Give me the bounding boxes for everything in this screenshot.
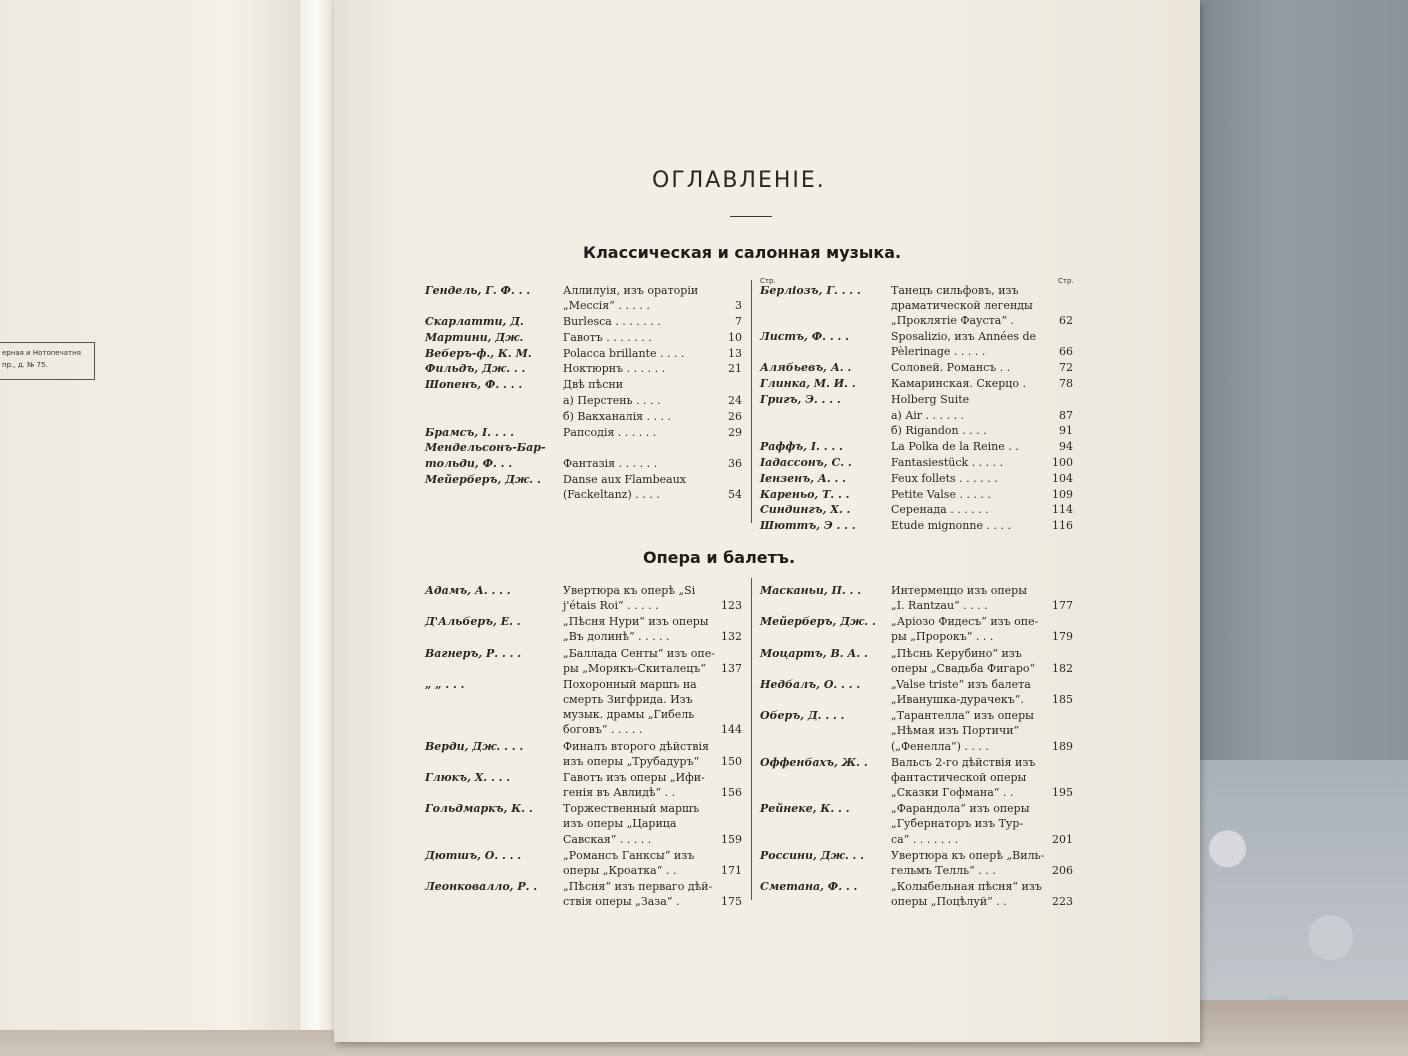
toc-entry <box>760 708 1073 754</box>
composer-name: Мендельсонъ-Бар- <box>425 441 546 455</box>
page-number: 91 <box>1059 424 1073 438</box>
work-title: „Пѣснь Керубино“ изъ <box>891 646 1022 660</box>
toc-entry <box>425 440 742 455</box>
work-title: „Нѣмая изъ Портичи“ <box>891 724 1020 738</box>
work-title: Petite Valse . . . . . <box>891 487 991 501</box>
toc-entry <box>760 677 1073 707</box>
page-number: 206 <box>1052 863 1073 877</box>
work-title: Etude mignonne . . . . <box>891 519 1011 533</box>
toc-entry <box>425 409 742 424</box>
work-title: са“ . . . . . . . <box>891 832 959 846</box>
composer-name: Дютшъ, О. . . . <box>425 848 522 862</box>
composer-name: Оффенбахъ, Ж. . <box>760 755 868 769</box>
work-title: а) Air . . . . . . <box>891 408 965 422</box>
work-title: ры „Морякъ-Скиталецъ“ <box>563 661 706 675</box>
composer-name: Шопенъ, Ф. . . . <box>425 378 523 392</box>
work-title: „Valse triste“ изъ балета <box>891 677 1031 691</box>
toc-entry <box>425 283 742 313</box>
composer-name: Моцартъ, В. А. . <box>760 646 868 660</box>
toc-entry <box>425 361 742 376</box>
work-title: Pèlerinage . . . . . <box>891 345 986 359</box>
page-number: 26 <box>728 409 742 423</box>
toc-entry <box>760 360 1073 375</box>
page-number: 62 <box>1059 314 1073 328</box>
toc-entry <box>760 471 1073 486</box>
toc-entry <box>425 879 742 909</box>
page-title: ОГЛАВЛЕНIЕ. <box>652 168 826 193</box>
page-number: 150 <box>721 754 742 768</box>
composer-name: Гендель, Г. Ф. . . <box>425 284 531 297</box>
work-title: Камаринская. Скерцо . <box>891 377 1026 390</box>
composer-name: Іадассонъ, С. . <box>760 456 852 469</box>
work-title: „Аріозо Фидесъ“ изъ опе- <box>891 615 1039 629</box>
work-title: (Fackeltanz) . . . . <box>563 488 660 502</box>
work-title: Рапсодія . . . . . . <box>563 425 657 439</box>
work-title: Fantasiestück . . . . . <box>891 456 1004 469</box>
work-title: ры „Пророкъ“ . . . <box>891 630 994 644</box>
composer-name: Верди, Дж. . . . <box>425 739 524 753</box>
work-title: „Романсъ Ганксы“ изъ <box>563 848 695 862</box>
toc-entry <box>760 879 1073 909</box>
work-title: Увертюра къ оперѣ „Виль- <box>891 848 1045 862</box>
toc-entry <box>425 739 742 769</box>
composer-name: Гольдмаркъ, К. . <box>425 802 533 816</box>
page-number: 10 <box>728 330 742 344</box>
page-number: 72 <box>1059 361 1073 375</box>
composer-name: Глюкъ, Х. . . . <box>425 770 511 784</box>
page-number: 114 <box>1052 503 1073 517</box>
toc-entry <box>760 583 1073 613</box>
page-number: 189 <box>1052 739 1073 753</box>
section-heading-classical: Классическая и салонная музыка. <box>583 243 902 262</box>
work-title: Танецъ сильфовъ, изъ <box>891 284 1019 297</box>
work-title: „Пѣсня“ изъ перваго дѣй- <box>563 880 713 893</box>
page-number: 201 <box>1052 832 1073 846</box>
work-title: Holberg Suite <box>891 392 970 406</box>
work-title: „Въ долинѣ“ . . . . . <box>563 630 670 644</box>
composer-name: Глинка, М. И. . <box>760 377 856 390</box>
work-title: Интермеццо изъ оперы <box>891 584 1027 597</box>
stamp-line: пр., д. № 75. <box>2 361 48 369</box>
page-number: 179 <box>1052 630 1073 644</box>
printer-stamp <box>0 342 95 380</box>
composer-name: Оберъ, Д. . . . <box>760 709 845 723</box>
work-title: фантастической оперы <box>891 770 1027 784</box>
work-title: j'étais Roi“ . . . . . <box>563 599 659 613</box>
work-title: „Проклятіе Фауста“ . <box>891 314 1014 328</box>
toc-entry <box>760 848 1073 878</box>
page-number: 66 <box>1059 345 1073 359</box>
composer-name: Масканьи, П. . . <box>760 584 862 597</box>
toc-entry <box>760 329 1073 359</box>
work-title: Савская“ . . . . . <box>563 832 652 846</box>
work-title: Торжественный маршъ <box>563 802 700 816</box>
toc-entry <box>760 801 1073 847</box>
work-title: „Пѣсня Нури“ изъ оперы <box>563 615 709 629</box>
stamp-line: ерная и Нотопечатня <box>2 349 81 357</box>
toc-entry <box>760 392 1073 407</box>
page-number: 109 <box>1052 487 1073 501</box>
section-heading-opera: Опера и балетъ. <box>643 548 796 567</box>
page-column-label: Стр. <box>760 277 776 285</box>
work-title: оперы „Свадьба Фигаро“ <box>891 661 1036 675</box>
page-number: 116 <box>1052 519 1073 533</box>
work-title: Вальсъ 2-го дѣйствія изъ <box>891 755 1036 769</box>
work-title: ствія оперы „Заза“ . <box>563 895 680 909</box>
page-number: 195 <box>1052 786 1073 800</box>
work-title: La Polka de la Reine . . <box>891 440 1019 454</box>
page-number: 144 <box>721 723 742 737</box>
work-title: смерть Зигфрида. Изъ <box>563 693 693 707</box>
work-title: Гавотъ изъ оперы „Ифи- <box>563 770 705 784</box>
work-title: Polacca brillante . . . . <box>563 346 685 360</box>
toc-entry <box>760 502 1073 517</box>
page-number: 29 <box>728 425 742 439</box>
composer-name: Мартини, Дж. <box>425 330 524 344</box>
toc-entry <box>760 283 1073 329</box>
page-number: 175 <box>721 895 742 909</box>
work-title: „I. Rantzau“ . . . . <box>891 599 988 613</box>
work-title: Burlesca . . . . . . . <box>563 315 661 328</box>
page-number: 7 <box>735 315 742 328</box>
page-number: 156 <box>721 786 742 800</box>
work-title: музык. драмы „Гибель <box>563 708 695 722</box>
composer-name: Фильдъ, Дж. . . <box>425 362 526 376</box>
composer-name: Недбалъ, О. . . . <box>760 677 861 691</box>
work-title: Двѣ пѣсни <box>563 378 624 392</box>
toc-entry <box>760 376 1073 391</box>
column-divider <box>751 578 752 900</box>
page-number: 223 <box>1052 895 1073 909</box>
work-title: Финалъ второго дѣйствія <box>563 739 709 753</box>
composer-name: Листъ, Ф. . . . <box>760 330 849 344</box>
toc-entry <box>425 393 742 408</box>
toc-entry <box>425 377 742 392</box>
work-title: „Сказки Гофмана“ . . <box>891 786 1014 800</box>
work-title: изъ оперы „Трубадуръ“ <box>563 754 700 768</box>
page-number: 24 <box>728 394 742 407</box>
toc-entry <box>760 646 1073 676</box>
toc-entry <box>760 408 1073 423</box>
column-divider <box>751 280 752 523</box>
composer-name: Вагнеръ, Р. . . . <box>425 646 522 660</box>
page-number: 3 <box>735 299 742 313</box>
work-title: Feux follets . . . . . . <box>891 471 998 485</box>
work-title: „Тарантелла“ изъ оперы <box>891 709 1034 723</box>
toc-entry <box>425 346 742 361</box>
work-title: „Фарандола“ изъ оперы <box>891 802 1030 816</box>
composer-name: Рейнеке, К. . . <box>760 802 850 816</box>
page-number: 54 <box>728 488 742 502</box>
composer-name: Мейерберъ, Дж. . <box>425 473 541 486</box>
toc-entry <box>760 755 1073 801</box>
toc-entry <box>425 848 742 878</box>
page-number: 87 <box>1059 408 1073 422</box>
toc-entry <box>425 314 742 329</box>
toc-entry <box>425 583 742 613</box>
work-title: драматической легенды <box>891 299 1033 313</box>
composer-name: Синдингъ, Х. . <box>760 503 851 517</box>
work-title: Аллилуія, изъ ораторіи <box>563 284 699 297</box>
work-title: оперы „Кроатка“ . . <box>563 863 677 877</box>
page-number: 182 <box>1052 661 1073 675</box>
toc-entry <box>425 472 742 502</box>
toc-entry <box>760 455 1073 470</box>
toc-entry <box>425 801 742 847</box>
toc-entry <box>425 677 742 738</box>
composer-name: Веберъ-ф., К. М. <box>425 346 532 360</box>
title-rule <box>730 216 772 217</box>
work-title: Гавотъ . . . . . . . <box>563 330 652 344</box>
page-number: 104 <box>1052 471 1073 485</box>
page-number: 132 <box>721 630 742 644</box>
page-number: 185 <box>1052 693 1073 707</box>
work-title: б) Rigandon . . . . <box>891 424 987 438</box>
page-number: 78 <box>1059 377 1073 390</box>
work-title: „Колыбельная пѣсня“ изъ <box>891 880 1042 893</box>
toc-entry <box>760 487 1073 502</box>
work-title: „Баллада Сенты“ изъ опе- <box>563 646 715 660</box>
composer-name: Мейерберъ, Дж. . <box>760 615 876 629</box>
composer-name: „ „ . . . <box>425 677 465 691</box>
work-title: генія въ Авлидѣ“ . . <box>563 786 676 800</box>
work-title: оперы „Поцѣлуй“ . . <box>891 895 1007 909</box>
composer-name: Скарлатти, Д. <box>425 315 524 328</box>
page-number: 171 <box>721 863 742 877</box>
work-title: гельмъ Телль“ . . . <box>891 863 996 877</box>
page-number: 94 <box>1059 440 1073 454</box>
page-number: 177 <box>1052 599 1073 613</box>
composer-name: Брамсъ, І. . . . <box>425 425 514 439</box>
toc-entry <box>760 439 1073 454</box>
work-title: „Губернаторъ изъ Тур- <box>891 817 1024 831</box>
work-title: Похоронный маршъ на <box>563 677 697 691</box>
work-title: „Иванушка-дурачекъ“. <box>891 693 1024 707</box>
work-title: Соловей. Романсъ . . <box>891 361 1011 375</box>
toc-entry <box>425 646 742 676</box>
work-title: Фантазія . . . . . . <box>563 457 658 471</box>
page-number: 21 <box>728 362 742 376</box>
composer-name: Кареньо, Т. . . <box>760 487 850 501</box>
toc-entry <box>760 423 1073 438</box>
composer-name: Григъ, Э. . . . <box>760 392 841 406</box>
page-number: 13 <box>728 346 742 360</box>
work-title: изъ оперы „Царица <box>563 817 677 831</box>
composer-name: Шюттъ, Э . . . <box>760 519 856 533</box>
composer-name: Сметана, Ф. . . <box>760 880 858 893</box>
work-title: Увертюра къ оперѣ „Si <box>563 584 696 597</box>
toc-entry <box>425 330 742 345</box>
toc-entry <box>425 770 742 800</box>
work-title: Серенада . . . . . . <box>891 503 989 517</box>
toc-entry <box>425 456 742 471</box>
work-title: боговъ“ . . . . . <box>563 723 643 737</box>
toc-entry <box>760 614 1073 644</box>
work-title: а) Перстень . . . . <box>563 394 661 407</box>
work-title: Ноктюрнъ . . . . . . <box>563 362 666 376</box>
page-column-label: Стр. <box>1058 277 1074 285</box>
composer-name: Леонковалло, Р. . <box>425 880 538 893</box>
toc-entry <box>760 518 1073 533</box>
work-title: „Мессія“ . . . . . <box>563 299 650 313</box>
composer-name: Берліозъ, Г. . . . <box>760 284 861 297</box>
work-title: Sposalizio, изъ Années de <box>891 330 1037 344</box>
composer-name: Россини, Дж. . . <box>760 848 864 862</box>
sofa-background <box>1200 0 1408 780</box>
work-title: („Фенелла“) . . . . <box>891 739 989 753</box>
page-number: 159 <box>721 832 742 846</box>
composer-name: Д'Альберъ, Е. . <box>425 615 521 629</box>
left-page <box>0 0 335 1030</box>
composer-name: Алябьевъ, А. . <box>760 361 852 375</box>
composer-name: Адамъ, А. . . . <box>425 584 511 597</box>
composer-name: тольди, Ф. . . <box>425 457 513 471</box>
work-title: Danse aux Flambeaux <box>563 473 686 486</box>
work-title: б) Вакханалія . . . . <box>563 409 671 423</box>
composer-name: Іензенъ, А. . . <box>760 471 846 485</box>
toc-entry <box>425 425 742 440</box>
toc-entry <box>425 614 742 644</box>
page-number: 137 <box>721 661 742 675</box>
page-number: 36 <box>728 457 742 471</box>
page-number: 123 <box>721 599 742 613</box>
composer-name: Раффъ, І. . . . <box>760 440 843 454</box>
page-number: 100 <box>1052 456 1073 469</box>
